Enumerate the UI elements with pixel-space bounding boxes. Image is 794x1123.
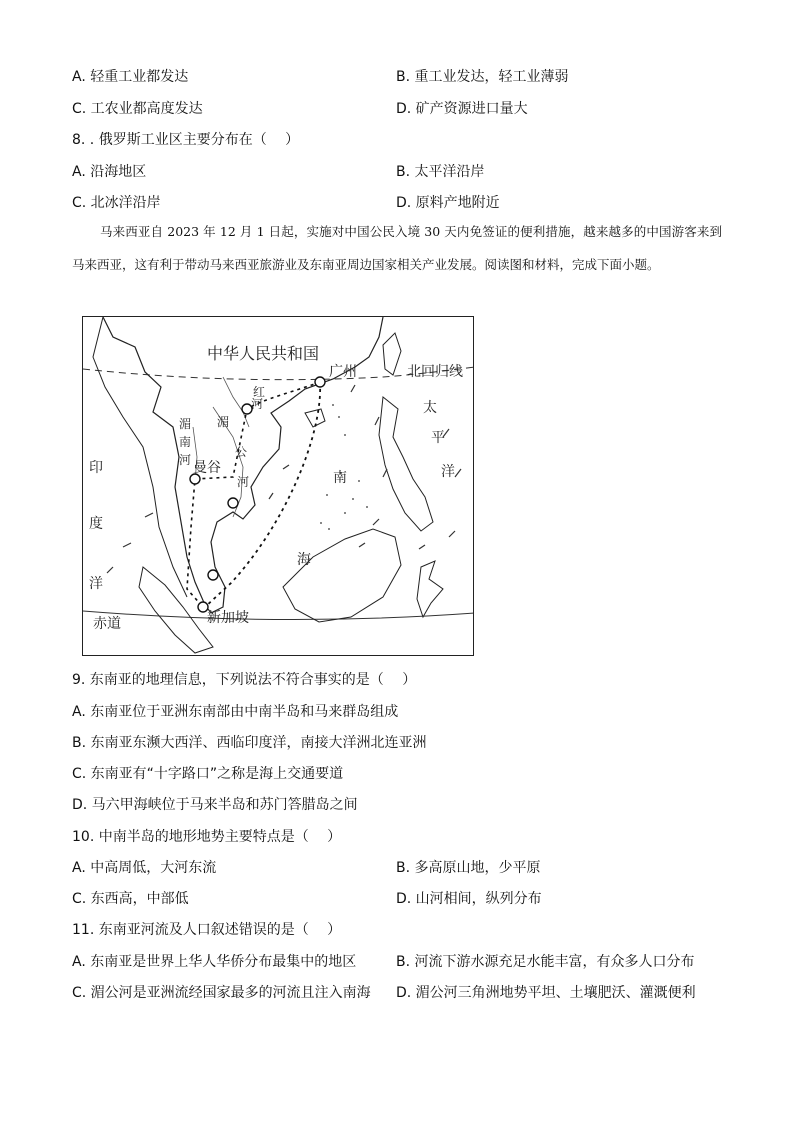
guangzhou-marker <box>315 377 325 387</box>
label-singapore: 新加坡 <box>207 610 249 626</box>
q8-stem: 8. . 俄罗斯工业区主要分布在（ ） <box>72 132 300 148</box>
q9-option-a: A. 东南亚位于亚洲东南部由中南半岛和马来群岛组成 <box>72 704 399 720</box>
q7-option-d: D. 矿产资源进口量大 <box>396 101 528 117</box>
borneo <box>283 529 401 622</box>
passage-text: 马来西亚自 2023 年 12 月 1 日起，实施对中国公民入境 30 天内免签证的便利措施，越来越多的中国游客来到马来西亚，这有利于带动马来西亚旅游业及东南亚周边国家相关产业发展。阅读图和材料，完成下面小题。 <box>72 224 722 272</box>
q9-option-d: D. 马六甲海峡位于马来半岛和苏门答腊岛之间 <box>72 797 358 813</box>
kl-marker <box>208 570 218 580</box>
q9-stem: 9. 东南亚的地理信息，下列说法不符合事实的是（ ） <box>72 672 417 688</box>
q11-option-c: C. 湄公河是亚洲流经国家最多的河流且注入南海 <box>72 985 371 1001</box>
q10-option-d: D. 山河相间，纵列分布 <box>396 891 542 907</box>
route-west <box>187 382 320 607</box>
q10-option-b: B. 多高原山地，少平原 <box>396 860 541 876</box>
q11-stem: 11. 东南亚河流及人口叙述错误的是（ ） <box>72 922 342 938</box>
q9-option-c: C. 东南亚有“十字路口”之称是海上交通要道 <box>72 766 344 782</box>
q11-option-d: D. 湄公河三角洲地势平坦、土壤肥沃、灌溉便利 <box>396 985 696 1001</box>
label-pacific-3: 洋 <box>441 464 455 480</box>
label-mekong-2: 公 <box>235 445 248 459</box>
q8-option-c: C. 北冰洋沿岸 <box>72 195 161 211</box>
q10-option-c: C. 东西高，中部低 <box>72 891 189 907</box>
label-indian-2: 度 <box>89 516 103 532</box>
taiwan <box>383 333 401 375</box>
q7-option-a: A. 轻重工业都发达 <box>72 69 189 85</box>
label-indian-3: 洋 <box>89 576 103 592</box>
q8-option-d: D. 原料产地附近 <box>396 195 500 211</box>
q11-option-b: B. 河流下游水源充足水能丰富，有众多人口分布 <box>396 954 695 970</box>
label-mekong-1: 湄 <box>217 415 230 429</box>
label-pacific-1: 太 <box>423 400 437 416</box>
q10-option-a: A. 中高周低，大河东流 <box>72 860 217 876</box>
label-menam-1: 湄 <box>179 417 192 431</box>
map-dashes <box>107 385 461 573</box>
q9-option-b: B. 东南亚东濒大西洋、西临印度洋，南接大洋洲北连亚洲 <box>72 735 427 751</box>
label-equator: 赤道 <box>93 616 121 632</box>
label-menam-3: 河 <box>179 453 192 467</box>
label-china: 中华人民共和国 <box>207 344 320 363</box>
label-bangkok: 曼谷 <box>193 460 221 476</box>
q8-option-a: A. 沿海地区 <box>72 164 147 180</box>
label-south-sea-2: 海 <box>297 552 311 568</box>
label-south-sea-1: 南 <box>333 470 347 486</box>
label-indian-1: 印 <box>89 460 103 476</box>
reading-passage <box>72 215 722 281</box>
philippines <box>379 397 433 531</box>
sulawesi <box>417 561 443 617</box>
q11-option-a: A. 东南亚是世界上华人华侨分布最集中的地区 <box>72 954 357 970</box>
q7-option-c: C. 工农业都高度发达 <box>72 101 203 117</box>
label-tropic: 北回归线 <box>407 364 463 380</box>
label-red-river-1: 红 <box>253 385 266 399</box>
label-guangzhou: 广州 <box>329 364 357 380</box>
q7-option-b: B. 重工业发达，轻工业薄弱 <box>396 69 569 85</box>
label-menam-2: 南 <box>179 435 192 449</box>
hochiminh-marker <box>228 498 238 508</box>
southeast-asia-map <box>82 316 474 656</box>
q10-stem: 10. 中南半岛的地形地势主要特点是（ ） <box>72 829 342 845</box>
q8-option-b: B. 太平洋沿岸 <box>396 164 485 180</box>
label-red-river-2: 河 <box>251 397 264 411</box>
label-mekong-3: 河 <box>237 475 250 489</box>
equator-line <box>83 611 474 620</box>
label-pacific-2: 平 <box>431 430 445 446</box>
